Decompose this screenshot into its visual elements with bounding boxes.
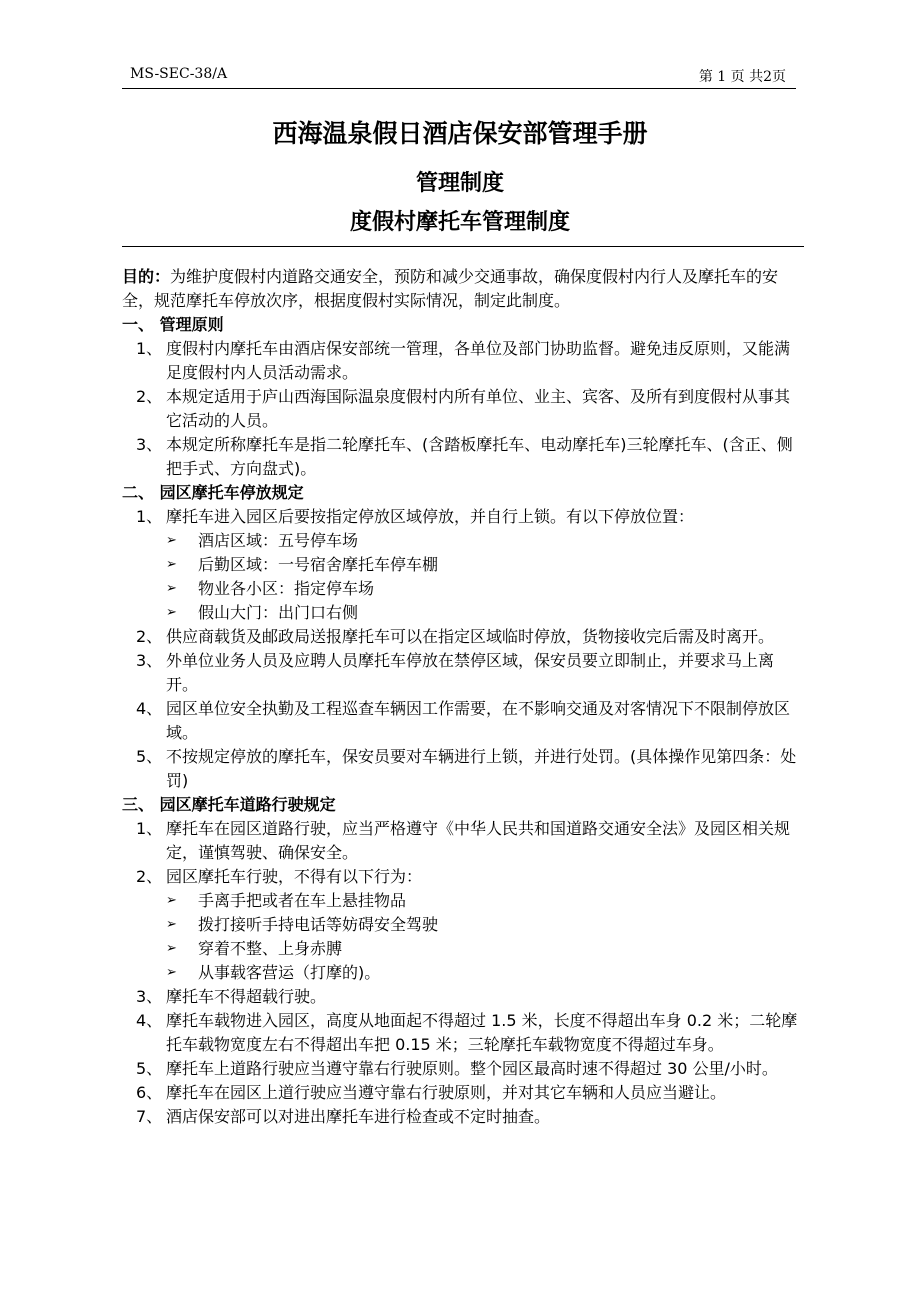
item-text: 摩托车进入园区后要按指定停放区域停放，并自行上锁。有以下停放位置：: [166, 507, 695, 526]
list-item: [122, 1105, 800, 1129]
arrow-bullet-icon: ➢: [166, 893, 177, 908]
list-item: [122, 745, 800, 793]
arrow-bullet-icon: ➢: [166, 581, 177, 596]
item-text: 供应商载货及邮政局送报摩托车可以在指定区域临时停放，货物接收完后需及时离开。: [166, 627, 775, 646]
bullet-text: 后勤区域：一号宿舍摩托车停车棚: [198, 555, 439, 574]
item-number: 2、: [136, 387, 163, 406]
purpose-label: 目的：: [122, 267, 171, 286]
section-heading: 二、 园区摩托车停放规定: [122, 483, 304, 502]
item-text: 本规定适用于庐山西海国际温泉度假村内所有单位、业主、宾客、及所有到度假村从事其它活动的人员。: [166, 387, 791, 430]
arrow-bullet-icon: ➢: [166, 917, 177, 932]
item-number: 3、: [136, 651, 163, 670]
bullet-item: [122, 577, 800, 601]
list-item: [122, 433, 800, 481]
list-item: [122, 1057, 800, 1081]
item-number: 3、: [136, 987, 163, 1006]
document-code: MS-SEC-38/A: [130, 66, 228, 82]
purpose-paragraph: [122, 265, 800, 313]
item-number: 1、: [136, 339, 163, 358]
bullet-text: 拨打接听手持电话等妨碍安全驾驶: [198, 915, 439, 934]
item-text: 外单位业务人员及应聘人员摩托车停放在禁停区域，保安员要立即制止，并要求马上离开。: [166, 651, 775, 694]
item-number: 5、: [136, 1059, 163, 1078]
item-text: 摩托车在园区道路行驶，应当严格遵守《中华人民共和国道路交通安全法》及园区相关规定，谨慎驾驶、确保安全。: [166, 819, 791, 862]
item-text: 园区单位安全执勤及工程巡查车辆因工作需要，在不影响交通及对客情况下不限制停放区域。: [166, 699, 791, 742]
page-number: 第 1 页 共2页: [698, 69, 786, 85]
bullet-text: 手离手把或者在车上悬挂物品: [198, 891, 407, 910]
item-text: 酒店保安部可以对进出摩托车进行检查或不定时抽查。: [166, 1107, 551, 1126]
bullet-item: [122, 553, 800, 577]
list-item: [122, 697, 800, 745]
bullet-item: [122, 937, 800, 961]
bullet-text: 从事载客营运（打摩的)。: [198, 963, 381, 982]
item-text: 摩托车上道路行驶应当遵守靠右行驶原则。整个园区最高时速不得超过 30 公里/小时。: [166, 1059, 778, 1078]
list-item: [122, 1009, 800, 1057]
bullet-text: 穿着不整、上身赤膊: [198, 939, 343, 958]
section-heading: 三、 园区摩托车道路行驶规定: [122, 795, 336, 814]
bullet-text: 假山大门：出门口右侧: [198, 603, 359, 622]
item-number: 5、: [136, 747, 163, 766]
list-item: [122, 337, 800, 385]
item-text: 摩托车在园区上道行驶应当遵守靠右行驶原则，并对其它车辆和人员应当避让。: [166, 1083, 727, 1102]
bullet-text: 酒店区域：五号停车场: [198, 531, 359, 550]
item-number: 2、: [136, 867, 163, 886]
list-item: [122, 505, 800, 529]
item-number: 4、: [136, 1011, 163, 1030]
item-number: 3、: [136, 435, 163, 454]
bullet-text: 物业各小区：指定停车场: [198, 579, 375, 598]
section-heading: 一、 管理原则: [122, 315, 224, 334]
item-number: 1、: [136, 819, 163, 838]
item-text: 摩托车不得超载行驶。: [166, 987, 327, 1006]
list-item: [122, 649, 800, 697]
list-item: [122, 817, 800, 865]
bullet-item: [122, 961, 800, 985]
bullet-item: [122, 889, 800, 913]
document-section-title: 度假村摩托车管理制度: [349, 210, 570, 235]
item-number: 6、: [136, 1083, 163, 1102]
item-number: 1、: [136, 507, 163, 526]
arrow-bullet-icon: ➢: [166, 965, 177, 980]
list-item: [122, 385, 800, 433]
item-number: 2、: [136, 627, 163, 646]
list-item: [122, 625, 800, 649]
item-text: 本规定所称摩托车是指二轮摩托车、(含踏板摩托车、电动摩托车)三轮摩托车、(含正、侧把手式、方向盘式)。: [166, 435, 793, 478]
list-item: [122, 1081, 800, 1105]
item-number: 7、: [136, 1107, 163, 1126]
item-text: 不按规定停放的摩托车，保安员要对车辆进行上锁，并进行处罚。(具体操作见第四条：处罚): [166, 747, 797, 790]
item-text: 度假村内摩托车由酒店保安部统一管理，各单位及部门协助监督。避免违反原则，又能满足度假村内人员活动需求。: [166, 339, 791, 382]
arrow-bullet-icon: ➢: [166, 605, 177, 620]
bullet-item: [122, 601, 800, 625]
document-body: [122, 265, 800, 1129]
list-item: [122, 865, 800, 889]
page-header: [122, 66, 796, 89]
item-text: 摩托车载物进入园区，高度从地面起不得超过 1.5 米，长度不得超出车身 0.2 米；二轮摩托车载物宽度左右不得超出车把 0.15 米；三轮摩托车载物宽度不得超过车身。: [166, 1011, 798, 1054]
list-item: [122, 985, 800, 1009]
bullet-item: [122, 529, 800, 553]
title-divider: [122, 246, 804, 247]
purpose-text: 为维护度假村内道路交通安全，预防和减少交通事故，确保度假村内行人及摩托车的安全，规范摩托车停放次序，根据度假村实际情况，制定此制度。: [122, 267, 779, 310]
bullet-item: [122, 913, 800, 937]
arrow-bullet-icon: ➢: [166, 533, 177, 548]
arrow-bullet-icon: ➢: [166, 941, 177, 956]
item-text: 园区摩托车行驶，不得有以下行为：: [166, 867, 423, 886]
item-number: 4、: [136, 699, 163, 718]
document-title: 西海温泉假日酒店保安部管理手册: [272, 119, 648, 148]
document-subtitle: 管理制度: [415, 171, 504, 196]
arrow-bullet-icon: ➢: [166, 557, 177, 572]
